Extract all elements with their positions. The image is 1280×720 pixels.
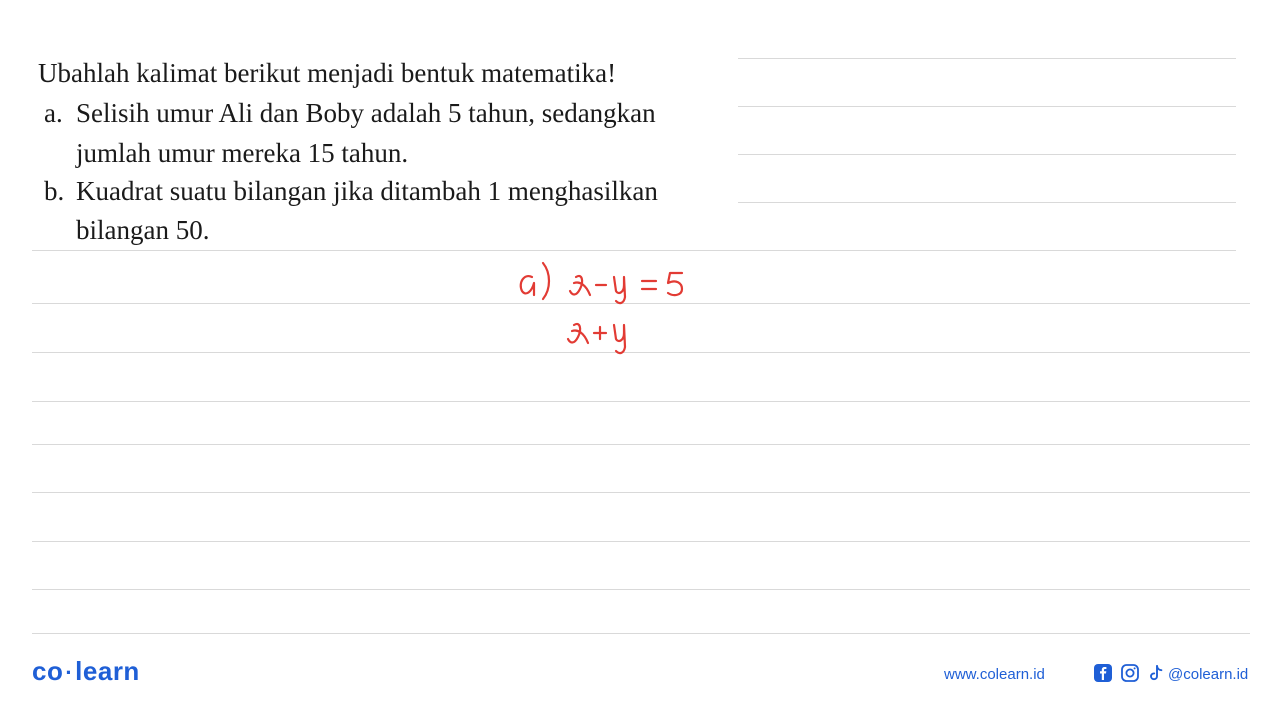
colearn-logo [32, 656, 140, 687]
rule-line [32, 633, 1250, 634]
social-handle[interactable]: @colearn.id [1168, 666, 1249, 683]
logo-co: co [32, 656, 64, 686]
item-label-b: b. [44, 176, 65, 206]
handwritten-answer [510, 255, 710, 355]
hand-x2 [568, 324, 580, 343]
rule-line [738, 106, 1236, 107]
rule-line [32, 541, 1250, 542]
item-label-a: a. [44, 98, 63, 128]
question-intro: Ubahlah kalimat berikut menjadi bentuk matematika! [38, 58, 617, 88]
rule-line [738, 58, 1236, 59]
tiktok-icon[interactable] [1146, 663, 1166, 683]
hand-5 [668, 273, 682, 295]
rule-line [32, 401, 1250, 402]
rule-line [32, 589, 1250, 590]
rule-line [32, 250, 1236, 251]
rule-line [738, 202, 1236, 203]
hand-a [521, 276, 534, 295]
rule-line [32, 492, 1250, 493]
hand-y2 [614, 325, 625, 353]
hand-y1 [614, 277, 625, 303]
hand-paren [543, 263, 549, 299]
handwriting-label [0, 0, 1, 1]
facebook-icon[interactable] [1093, 663, 1113, 683]
rule-line [32, 444, 1250, 445]
item-b-line2: bilangan 50. [76, 215, 210, 245]
hand-x1 [570, 276, 582, 295]
handwriting-eq1 [0, 2, 4, 3]
handwriting-eq2 [0, 4, 3, 5]
item-b-line1: Kuadrat suatu bilangan jika ditambah 1 menghasilkan [76, 176, 658, 206]
instagram-icon[interactable] [1120, 663, 1140, 683]
item-a-line2: jumlah umur mereka 15 tahun. [76, 138, 409, 168]
rule-line [738, 154, 1236, 155]
logo-dot: · [65, 660, 74, 685]
logo-learn: learn [75, 656, 140, 686]
item-a-line1: Selisih umur Ali dan Boby adalah 5 tahun, sedangkan [76, 98, 656, 128]
website-link[interactable]: www.colearn.id [944, 666, 1045, 683]
